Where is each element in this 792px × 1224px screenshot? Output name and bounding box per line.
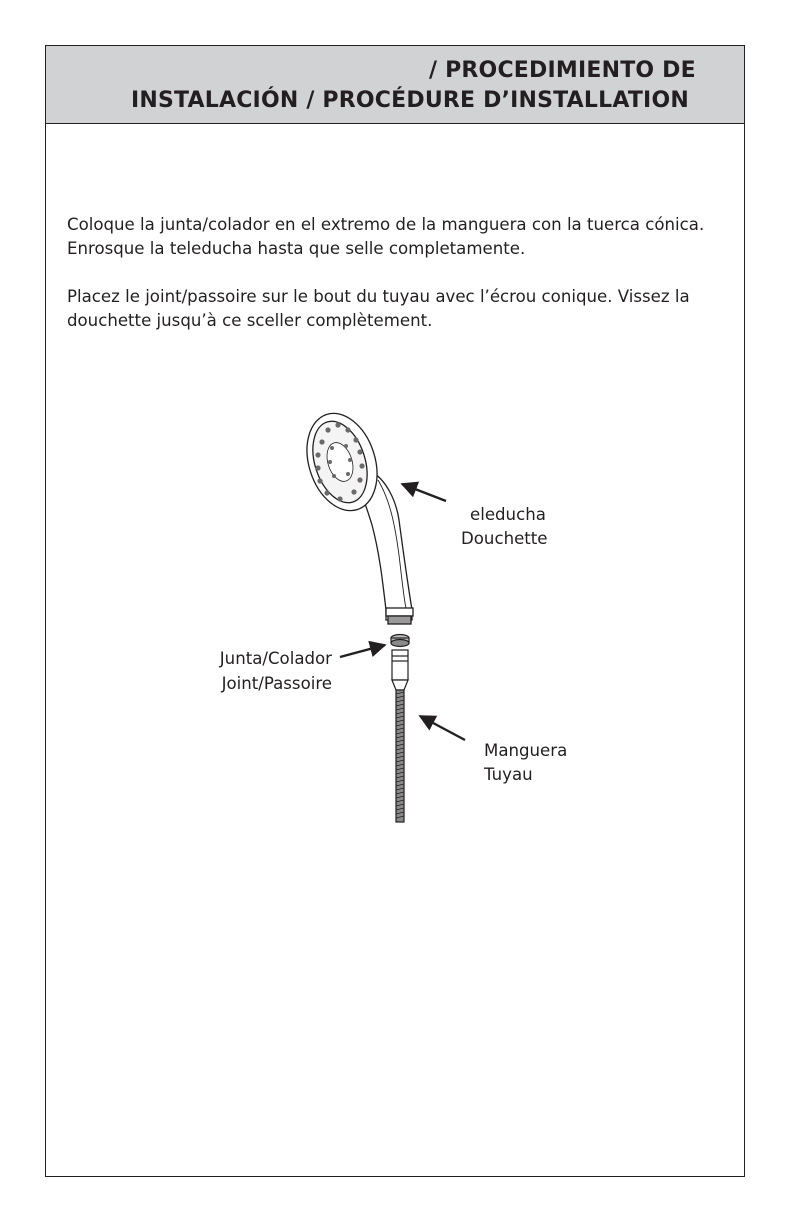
page-title-line1: / PROCEDIMIENTO DE — [429, 58, 696, 83]
handshower-label-es: eleducha — [470, 505, 546, 524]
handshower-label-fr: Douchette — [461, 529, 548, 548]
instruction-french: Placez le joint/passoire sur le bout du tuyau avec l’écrou conique. Vissez la douchette jusqu’à ce sceller complètement. — [67, 287, 690, 330]
section-header — [46, 46, 744, 124]
washer-label-es: Junta/Colador — [219, 649, 332, 668]
hose-label-fr: Tuyau — [484, 765, 533, 784]
page-title-line2: INSTALACIÓN / PROCÉDURE D’INSTALLATION — [131, 88, 689, 113]
hose-label-es: Manguera — [484, 741, 568, 760]
instruction-spanish: Coloque la junta/colador en el extremo de la manguera con la tuerca cónica. Enrosque la teleducha hasta que selle completamente. — [67, 215, 705, 258]
washer-label-fr: Joint/Passoire — [221, 674, 332, 693]
page-frame — [45, 45, 745, 1177]
